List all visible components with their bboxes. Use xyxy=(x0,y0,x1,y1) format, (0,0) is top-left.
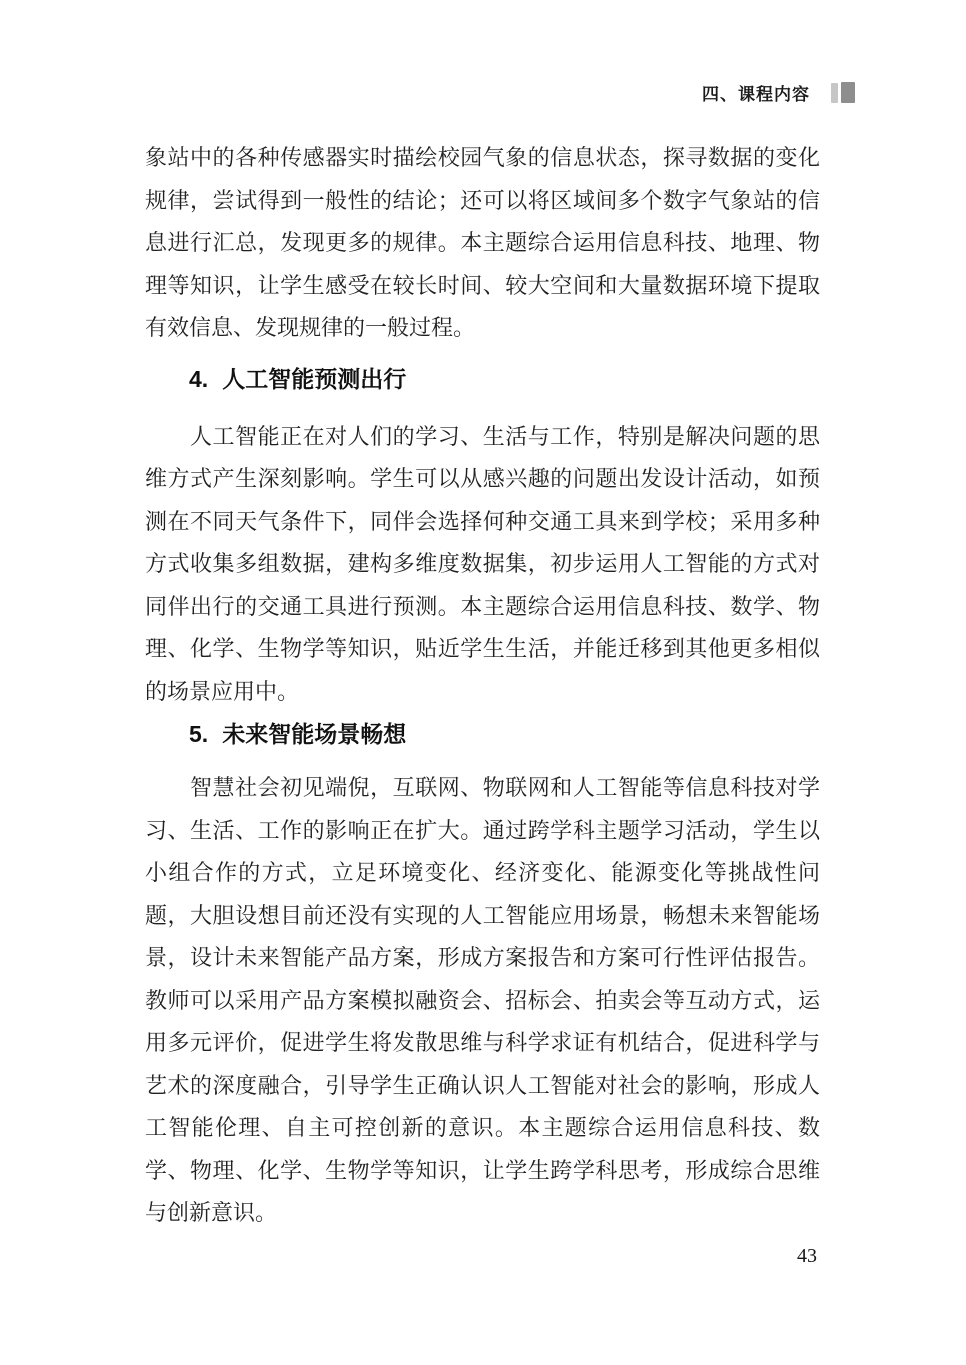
text-line: 理、化学、生物学等知识，贴近学生生活，并能迁移到其他更多相似 xyxy=(145,636,820,661)
text-line: 的场景应用中。 xyxy=(145,678,300,704)
text-line: 息进行汇总，发现更多的规律。本主题综合运用信息科技、地理、物 xyxy=(145,230,820,255)
header-bar-light-icon xyxy=(831,83,838,103)
heading-number: 5. xyxy=(189,721,209,747)
text-line: 维方式产生深刻影响。学生可以从感兴趣的问题出发设计活动，如预 xyxy=(145,466,820,491)
text-line: 教师可以采用产品方案模拟融资会、招标会、拍卖会等互动方式，运 xyxy=(145,987,820,1013)
text-line: 小组合作的方式，立足环境变化、经济变化、能源变化等挑战性问 xyxy=(145,860,820,885)
text-line: 用多元评价，促进学生将发散思维与科学求证有机结合，促进科学与 xyxy=(145,1030,820,1055)
text-line: 与创新意识。 xyxy=(145,1200,278,1225)
page-header xyxy=(702,80,855,105)
header-title: 四、课程内容 xyxy=(702,85,810,104)
paragraph xyxy=(145,416,820,714)
text-line: 题，大胆设想目前还没有实现的人工智能应用场景，畅想未来智能场 xyxy=(145,902,820,928)
text-line: 习、生活、工作的影响正在扩大。通过跨学科主题学习活动，学生以 xyxy=(145,817,820,843)
text-line: 同伴出行的交通工具进行预测。本主题综合运用信息科技、数学、物 xyxy=(145,593,820,619)
header-bar-dark-icon xyxy=(841,82,855,103)
text-line: 景，设计未来智能产品方案，形成方案报告和方案可行性评估报告。 xyxy=(145,945,820,970)
text-line: 有效信息、发现规律的一般过程。 xyxy=(145,315,476,340)
paragraph xyxy=(145,137,820,350)
text-line: 工智能伦理、自主可控创新的意识。本主题综合运用信息科技、数 xyxy=(145,1115,820,1140)
heading-number: 4. xyxy=(189,365,209,392)
section-heading xyxy=(145,717,820,751)
section-heading xyxy=(145,362,820,396)
text-line: 规律，尝试得到一般性的结论；还可以将区域间多个数字气象站的信 xyxy=(145,187,820,213)
heading-text: 人工智能预测出行 xyxy=(222,365,407,392)
heading-text: 未来智能场景畅想 xyxy=(222,721,407,747)
text-line: 学、物理、化学、生物学等知识，让学生跨学科思考，形成综合思维 xyxy=(145,1157,820,1183)
text-line: 方式收集多组数据，建构多维度数据集，初步运用人工智能的方式对 xyxy=(145,551,820,576)
text-line: 艺术的深度融合，引导学生正确认识人工智能对社会的影响，形成人 xyxy=(145,1072,820,1098)
text-line: 智慧社会初见端倪，互联网、物联网和人工智能等信息科技对学 xyxy=(145,775,820,800)
text-line: 象站中的各种传感器实时描绘校园气象的信息状态，探寻数据的变化 xyxy=(145,145,820,170)
text-line: 测在不同天气条件下，同伴会选择何种交通工具来到学校；采用多种 xyxy=(145,508,820,534)
text-line: 理等知识，让学生感受在较长时间、较大空间和大量数据环境下提取 xyxy=(145,272,820,298)
text-line: 人工智能正在对人们的学习、生活与工作，特别是解决问题的思 xyxy=(145,423,820,449)
paragraph xyxy=(145,767,820,1235)
page-number: 43 xyxy=(797,1245,817,1267)
page-content xyxy=(145,137,820,1235)
